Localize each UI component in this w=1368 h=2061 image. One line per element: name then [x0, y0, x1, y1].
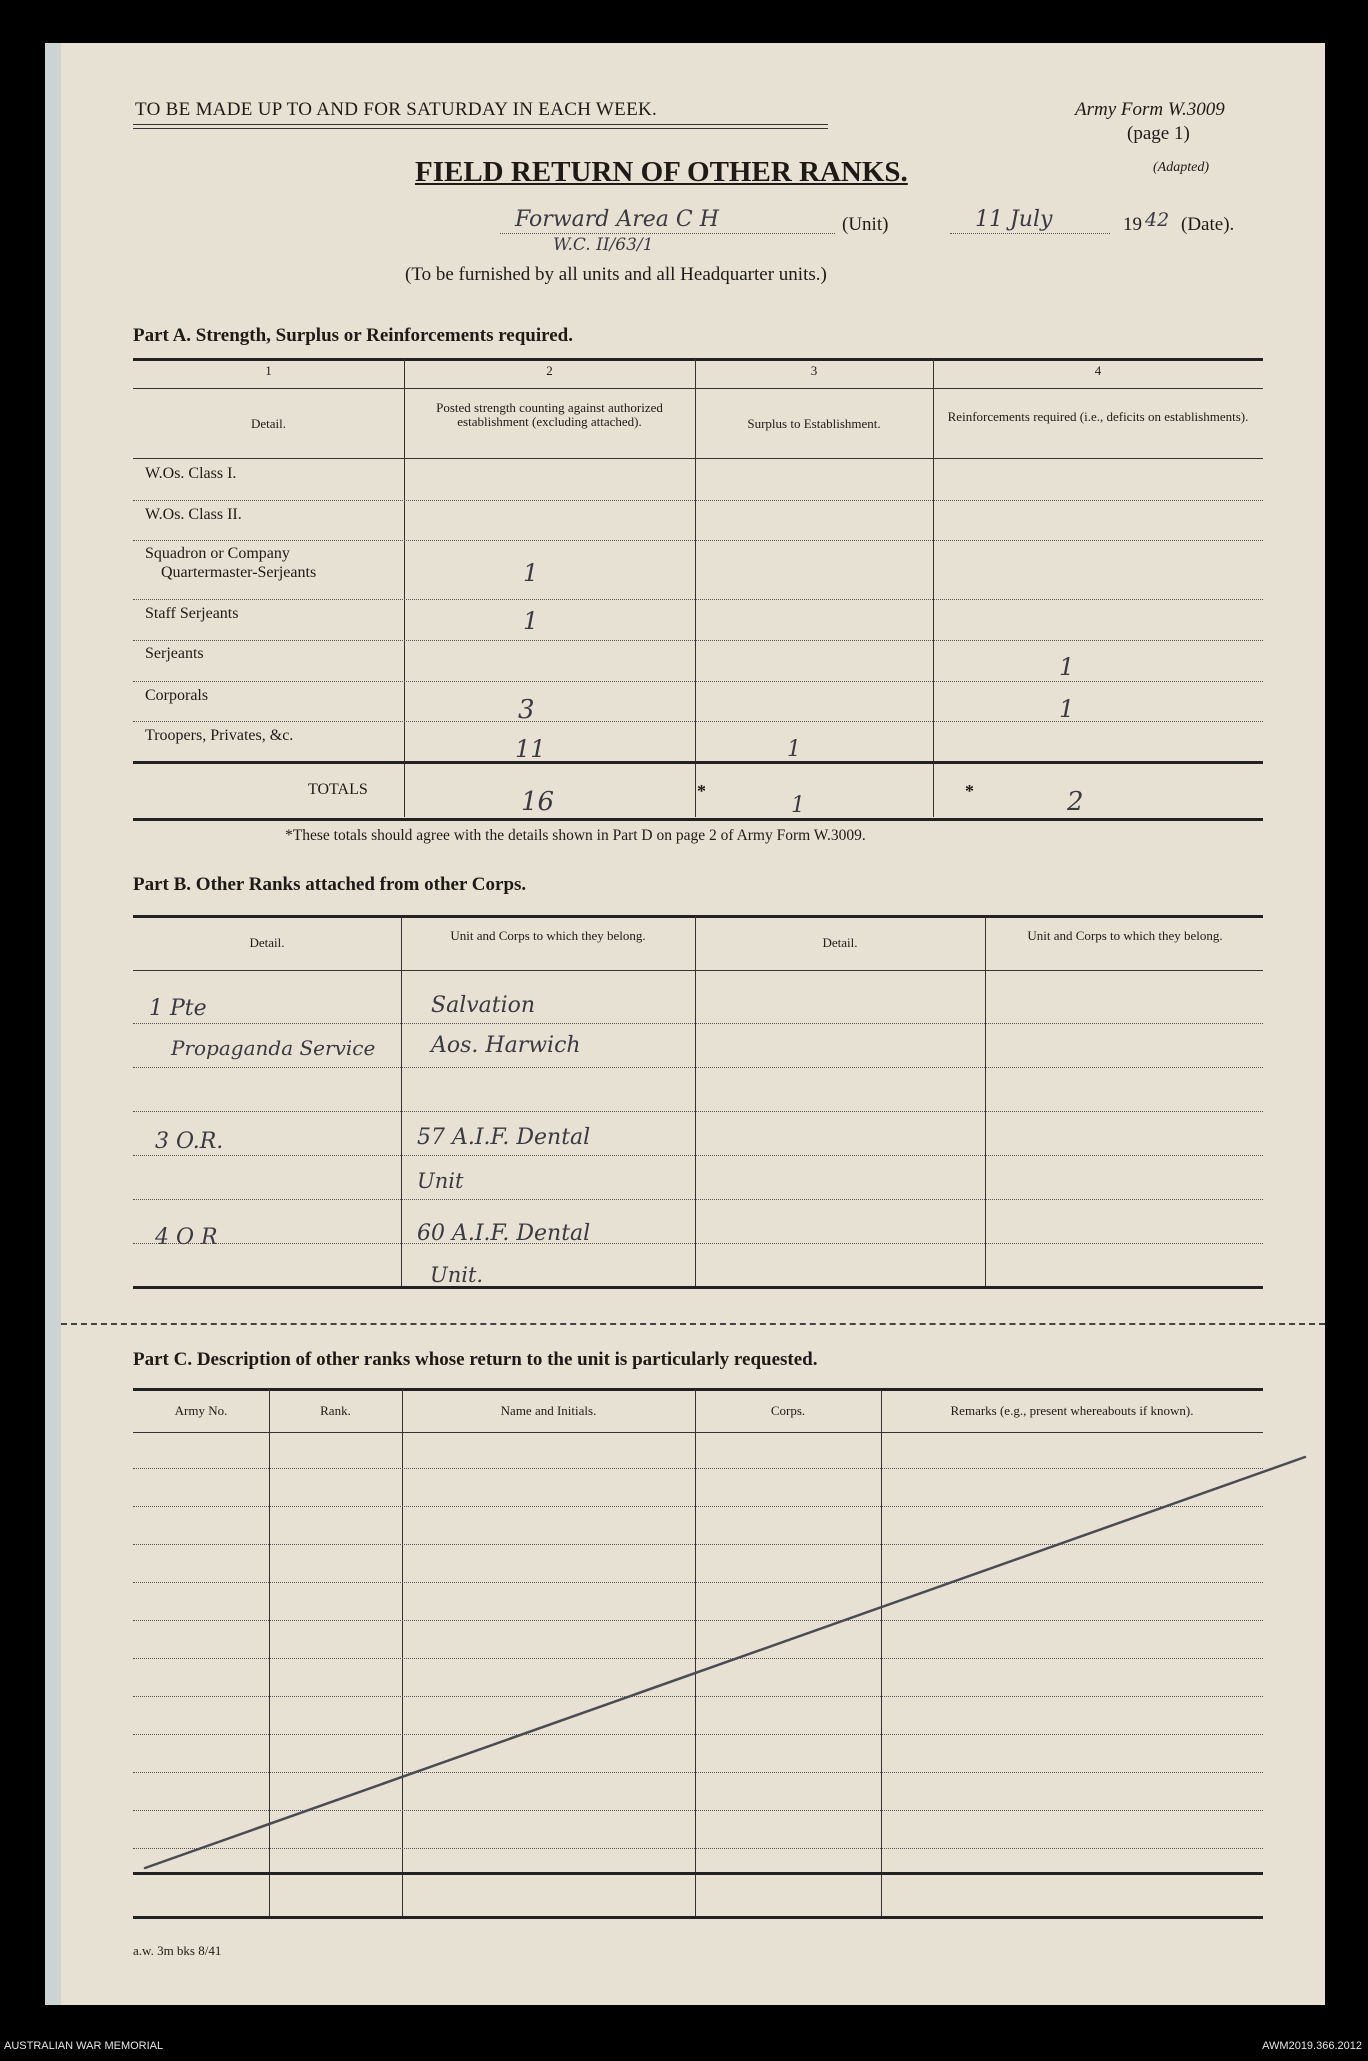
year-handwritten: 42: [1145, 209, 1170, 231]
print-code: a.w. 3m bks 8/41: [133, 1943, 222, 1958]
part-c-col-rank: Rank.: [320, 1403, 351, 1418]
page-title: FIELD RETURN OF OTHER RANKS.: [415, 156, 908, 188]
year-prefix: 19: [1123, 214, 1142, 235]
unit-label: (Unit): [842, 214, 889, 235]
part-b-unit-3-line2: Unit: [417, 1169, 464, 1193]
part-a-col-number-4: 4: [1094, 363, 1102, 378]
part-b-detail-3: 3 O.R.: [155, 1129, 224, 1154]
posted-cqms: 1: [523, 559, 539, 587]
part-b-heading: Part B. Other Ranks attached from other Corps.: [133, 874, 527, 895]
form-page: (page 1): [1127, 123, 1190, 144]
total-surplus: 1: [791, 793, 805, 818]
part-a-col-detail: Detail.: [250, 416, 286, 431]
part-c-col-remarks: Remarks (e.g., present whereabouts if known).: [950, 1403, 1194, 1418]
part-a-col-number-3: 3: [810, 363, 818, 378]
date-label: (Date).: [1181, 214, 1235, 235]
weekly-instruction: TO BE MADE UP TO AND FOR SATURDAY IN EACH WEEK.: [135, 99, 658, 120]
surplus-troopers: 1: [787, 737, 801, 762]
pencil-strike-line: [45, 43, 1325, 2005]
part-b-col-unit-left: Unit and Corps to which they belong.: [450, 928, 646, 943]
totals-label: TOTALS: [308, 781, 368, 798]
row-label-cqms-line2: Quartermaster-Serjeants: [161, 564, 317, 581]
part-b-col-detail-left: Detail.: [249, 935, 285, 950]
row-label-cqms: Squadron or Company: [145, 545, 290, 562]
asterisk-surplus: *: [697, 781, 706, 801]
date-handwritten: 11 July: [975, 207, 1053, 232]
part-a-col-posted: Posted strength counting against authorized establishment (excluding attached).: [436, 400, 663, 429]
part-b-col-detail-right: Detail.: [822, 935, 858, 950]
unit-handwritten: Forward Area C H: [515, 207, 719, 232]
part-a-heading: Part A. Strength, Surplus or Reinforcements required.: [133, 325, 573, 346]
part-a-col-reinf: Reinforcements required (i.e., deficits on establishments).: [947, 409, 1249, 424]
total-posted: 16: [521, 787, 555, 817]
posted-corporals: 3: [518, 695, 535, 725]
part-c-col-corps: Corps.: [770, 1403, 806, 1418]
reinf-serjeants: 1: [1059, 653, 1075, 681]
total-reinf: 2: [1067, 787, 1084, 817]
form-sheet: [45, 43, 1325, 2005]
row-label-corporals: Corporals: [145, 687, 209, 704]
part-b-unit-1: Salvation: [431, 993, 536, 1018]
part-a-footnote: *These totals should agree with the details shown in Part D on page 2 of Army Form W.3009.: [285, 827, 866, 844]
part-b-unit-3: 57 A.I.F. Dental: [417, 1125, 591, 1150]
furnish-note: (To be furnished by all units and all Headquarter units.): [405, 264, 827, 285]
row-label-serjeants: Serjeants: [145, 645, 204, 662]
part-c-col-name: Name and Initials.: [500, 1403, 597, 1418]
row-label-staff-serjeants: Staff Serjeants: [145, 605, 239, 622]
archive-footer-bar: [0, 2016, 1368, 2061]
part-a-col-surplus: Surplus to Establishment.: [747, 416, 881, 431]
part-b-unit-5: 60 A.I.F. Dental: [417, 1221, 591, 1246]
archive-name: AUSTRALIAN WAR MEMORIAL: [4, 2040, 164, 2052]
form-number: Army Form W.3009: [1075, 99, 1225, 120]
row-label-wo-class-1: W.Os. Class I.: [145, 465, 237, 482]
part-b-col-unit-right: Unit and Corps to which they belong.: [1027, 928, 1223, 943]
part-a-col-number-1: 1: [265, 363, 272, 378]
part-c-heading: Part C. Description of other ranks whose return to the unit is particularly requested.: [133, 1349, 818, 1370]
part-b-detail-5: 4 O R: [155, 1225, 218, 1250]
unit-code-handwritten: W.C. II/63/1: [553, 235, 654, 255]
part-a-col-number-2: 2: [546, 363, 553, 378]
part-b-unit-5-line2: Unit.: [430, 1263, 484, 1287]
archive-accession: AWM2019.366.2012: [1262, 2040, 1362, 2052]
part-b-detail-2: Propaganda Service: [171, 1036, 376, 1060]
part-b-detail-1: 1 Pte: [149, 996, 207, 1021]
asterisk-reinf: *: [965, 781, 974, 801]
part-b-unit-2: Aos. Harwich: [431, 1033, 581, 1058]
posted-troopers: 11: [515, 735, 546, 763]
reinf-corporals: 1: [1059, 695, 1075, 723]
posted-staff-serjeants: 1: [523, 607, 539, 635]
row-label-wo-class-2: W.Os. Class II.: [145, 506, 242, 523]
form-adapted: (Adapted): [1153, 160, 1209, 175]
part-c-col-army-no: Army No.: [174, 1403, 228, 1418]
row-label-troopers: Troopers, Privates, &c.: [145, 727, 294, 744]
